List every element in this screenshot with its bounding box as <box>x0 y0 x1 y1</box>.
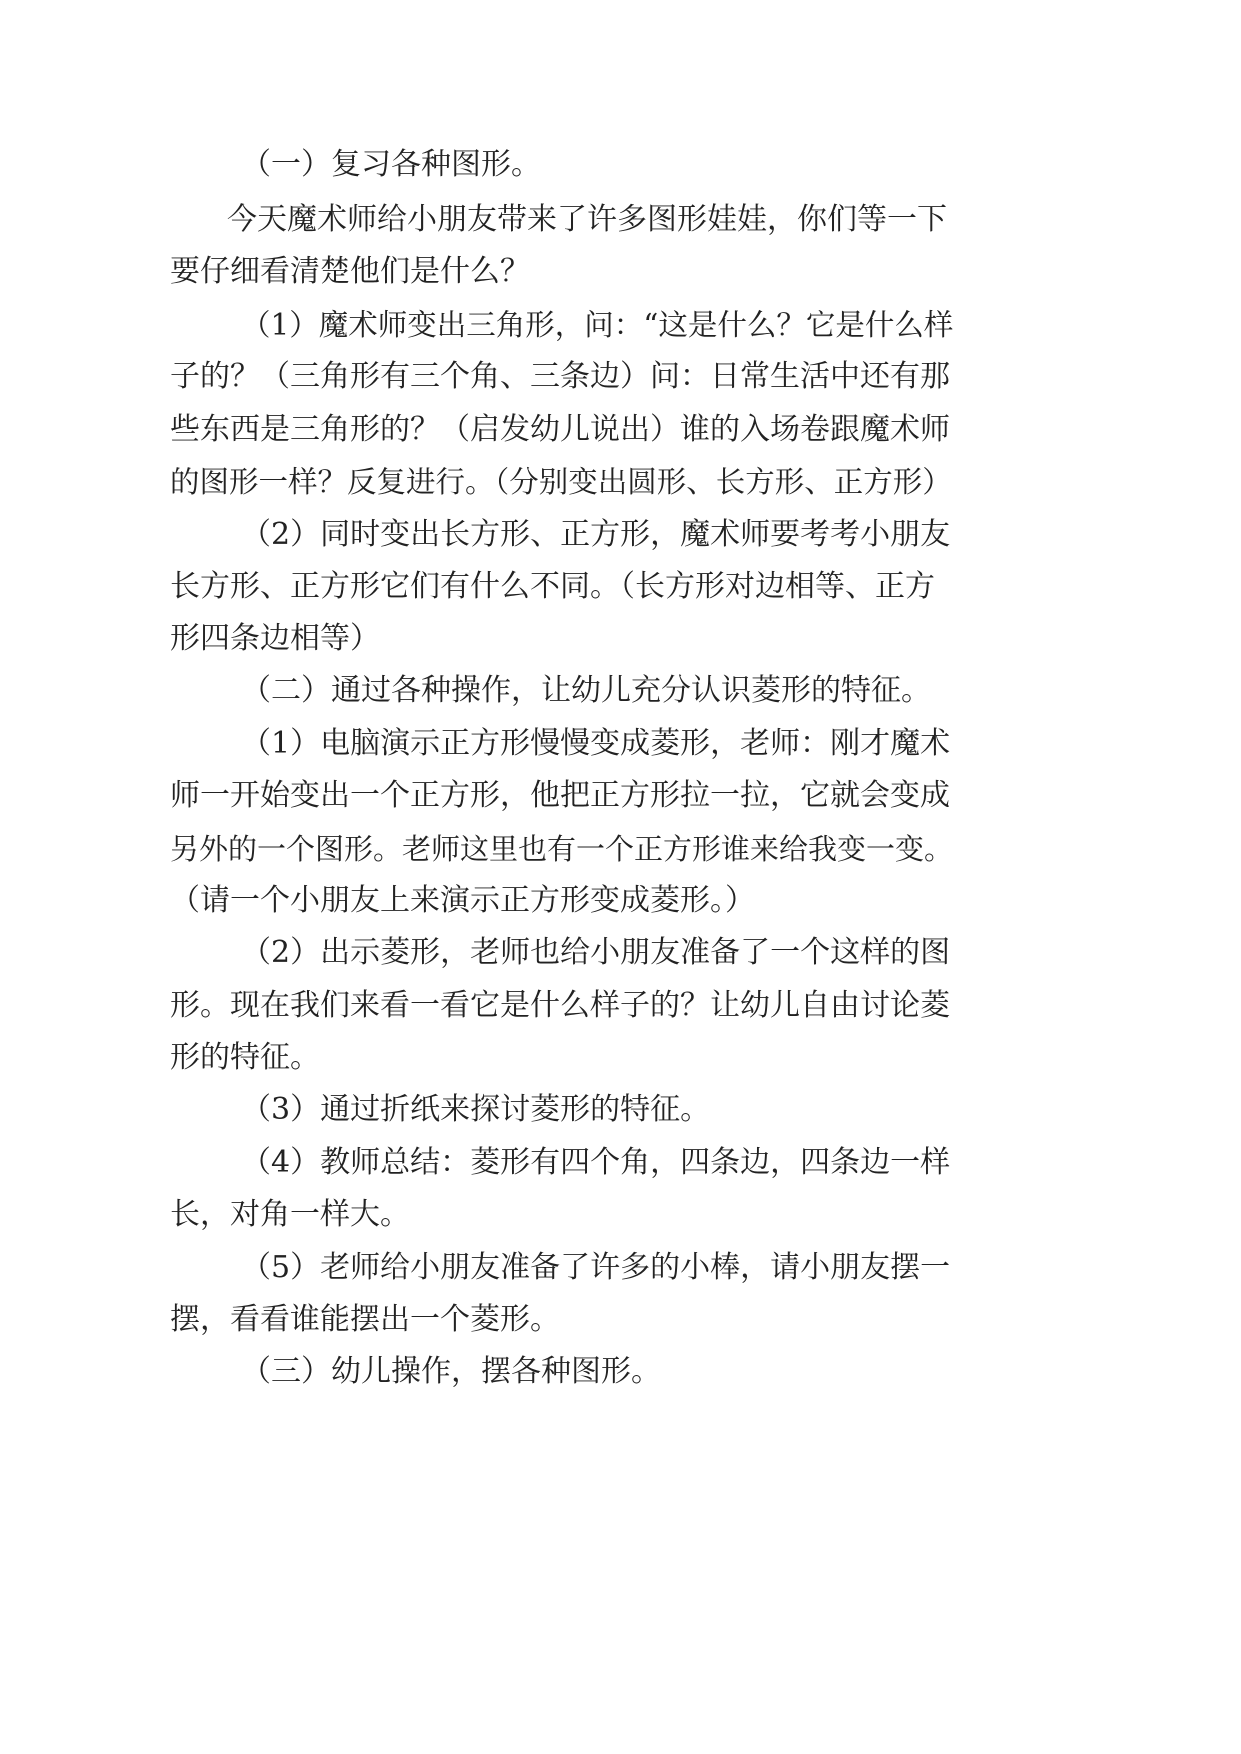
paragraph-line: 长，对角一样大。 <box>170 1197 410 1232</box>
section-heading-review: （一）复习各种图形。 <box>241 147 541 182</box>
paragraph-line: 要仔细看清楚他们是什么？ <box>170 254 530 289</box>
paragraph-line: （请一个小朋友上来演示正方形变成菱形。） <box>170 883 755 918</box>
paragraph-line: 子的？（三角形有三个角、三条边）问：日常生活中还有那 <box>170 359 950 394</box>
paragraph-line: 形四条边相等） <box>170 621 380 656</box>
paragraph-line: （4）教师总结：菱形有四个角，四条边，四条边一样 <box>241 1145 951 1180</box>
paragraph-line: 的图形一样？反复进行。（分别变出圆形、长方形、正方形） <box>170 465 952 499</box>
paragraph-line: （3）通过折纸来探讨菱形的特征。 <box>241 1092 711 1127</box>
paragraph-line: （5）老师给小朋友准备了许多的小棒，请小朋友摆一 <box>241 1250 951 1285</box>
paragraph-line: （1）电脑演示正方形慢慢变成菱形，老师：刚才魔术 <box>241 726 951 761</box>
paragraph-line: 些东西是三角形的？（启发幼儿说出）谁的入场卷跟魔术师 <box>170 412 950 447</box>
paragraph-line: 今天魔术师给小朋友带来了许多图形娃娃，你们等一下 <box>227 202 947 237</box>
paragraph-line: 长方形、正方形它们有什么不同。（长方形对边相等、正方 <box>170 569 935 604</box>
paragraph-line: （2）出示菱形，老师也给小朋友准备了一个这样的图 <box>241 935 951 970</box>
paragraph-line: 形。现在我们来看一看它是什么样子的？让幼儿自由讨论菱 <box>170 988 950 1023</box>
paragraph-line: 另外的一个图形。老师这里也有一个正方形谁来给我变一变。 <box>170 832 954 866</box>
section-heading-practice: （三）幼儿操作，摆各种图形。 <box>241 1354 661 1389</box>
paragraph-line: 师一开始变出一个正方形，他把正方形拉一拉，它就会变成 <box>170 778 950 813</box>
paragraph-line: （1）魔术师变出三角形，问：“这是什么？它是什么样 <box>241 308 954 342</box>
paragraph-line: （2）同时变出长方形、正方形，魔术师要考考小朋友 <box>241 517 951 552</box>
paragraph-line: 摆，看看谁能摆出一个菱形。 <box>170 1302 560 1337</box>
section-heading-operations: （二）通过各种操作，让幼儿充分认识菱形的特征。 <box>241 673 931 708</box>
paragraph-line: 形的特征。 <box>170 1040 320 1075</box>
